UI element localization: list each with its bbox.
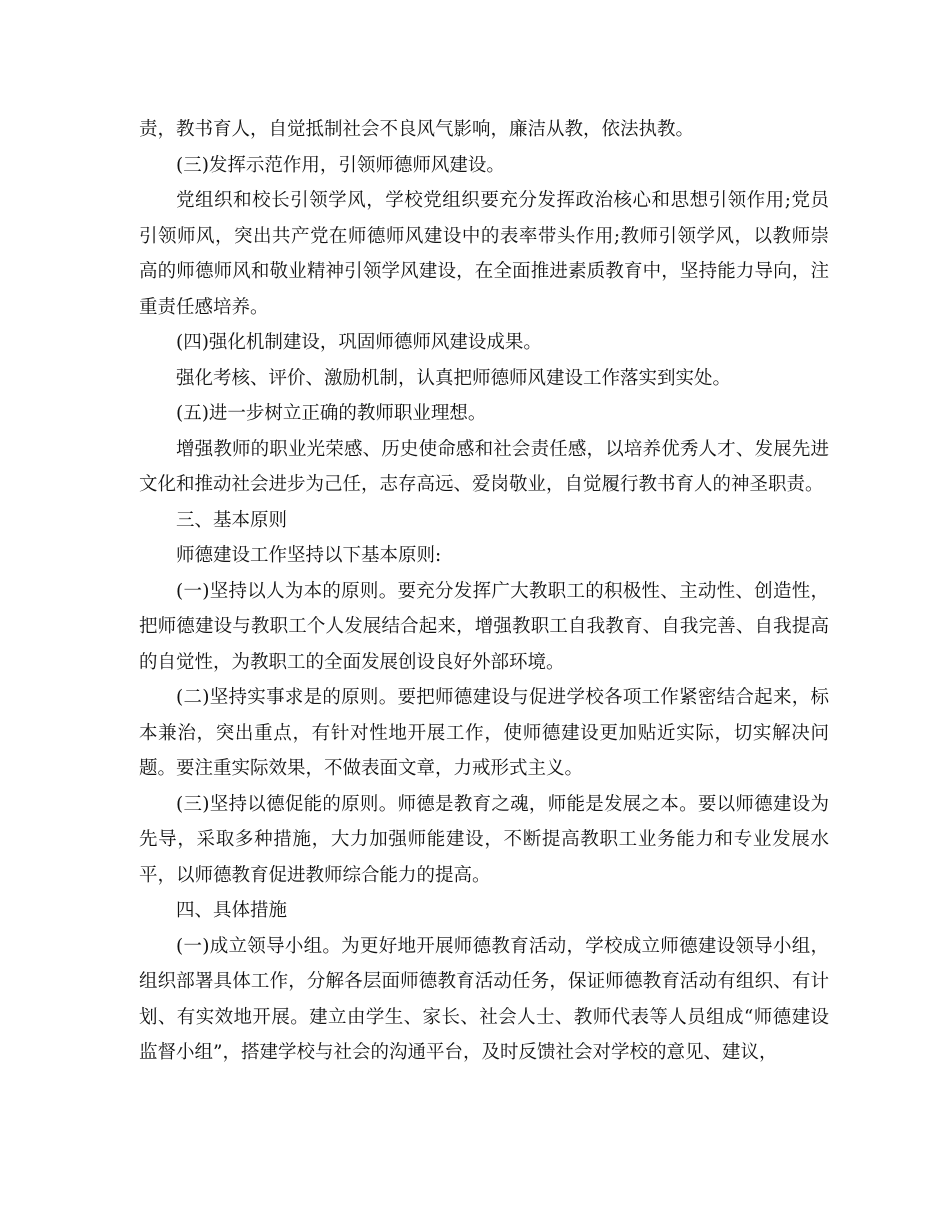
measure-paragraph-1: (一)成立领导小组。为更好地开展师德教育活动，学校成立师德建设领导小组，组织部署具体工作，分解各层面师德教育活动任务，保证师德教育活动有组织、有计划、有实效地开展。建立由学生、家长、社会人士、教师代表等人员组成“师德建设监督小组”，搭建学校与社会的沟通平台，及时反馈社会对学校的意见、建议， <box>139 935 829 1063</box>
section-heading-3: (三)发挥示范作用，引领师德师风建设。 <box>176 154 505 176</box>
principle-paragraph-3: (三)坚持以德促能的原则。师德是教育之魂，师能是发展之本。要以师德建设为先导，采取多种措施，大力加强师能建设，不断提高教职工业务能力和专业发展水平，以师德教育促进教师综合能力的提高。 <box>139 793 829 886</box>
document-body <box>139 112 829 1071</box>
section-heading-4: (四)强化机制建设，巩固师德师风建设成果。 <box>176 332 542 353</box>
principle-paragraph-1: (一)坚持以人为本的原则。要充分发挥广大教职工的积极性、主动性、创造性，把师德建设与教职工个人发展结合起来，增强教职工自我教育、自我完善、自我提高的自觉性，为教职工的全面发展创设良好外部环境。 <box>139 580 829 673</box>
paragraph: 党组织和校长引领学风，学校党组织要充分发挥政治核心和思想引领作用;党员引领师风，突出共产党在师德师风建设中的表率带头作用;教师引领学风，以教师崇高的师德师风和敬业精神引领学风建设，在全面推进素质教育中，坚持能力导向，注重责任感培养。 <box>139 190 829 318</box>
chapter-heading-measures: 四、具体措施 <box>176 900 288 921</box>
paragraph: 增强教师的职业光荣感、历史使命感和社会责任感，以培养优秀人才、发展先进文化和推动社会进步为己任，志存高远、爱岗敬业，自觉履行教书育人的神圣职责。 <box>139 438 829 495</box>
paragraph-continuation: 责，教书育人，自觉抵制社会不良风气影响，廉洁从教，依法执教。 <box>139 119 695 140</box>
paragraph: 强化考核、评价、激励机制，认真把师德师风建设工作落实到实处。 <box>176 367 732 389</box>
principle-paragraph-2: (二)坚持实事求是的原则。要把师德建设与促进学校各项工作紧密结合起来，标本兼治，突出重点，有针对性地开展工作，使师德建设更加贴近实际，切实解决问题。要注重实际效果，不做表面文章，力戒形式主义。 <box>139 687 829 779</box>
paragraph: 师德建设工作坚持以下基本原则: <box>176 545 442 566</box>
section-heading-5: (五)进一步树立正确的教师职业理想。 <box>176 403 487 424</box>
chapter-heading-basic-principles: 三、基本原则 <box>176 509 288 531</box>
